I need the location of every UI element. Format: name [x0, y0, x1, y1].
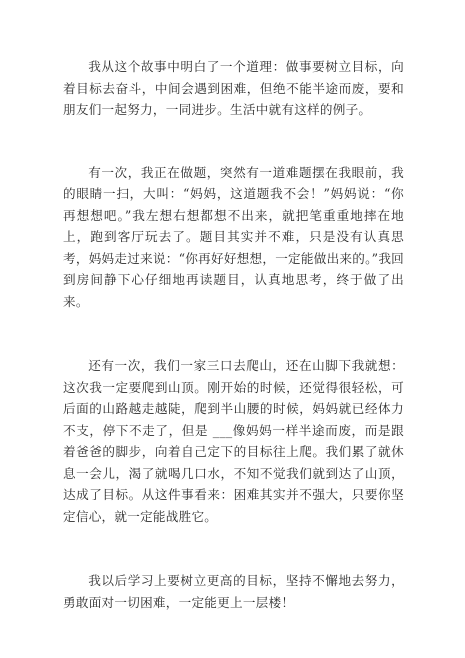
paragraph-3: 还有一次，我们一家三口去爬山，还在山脚下我就想：这次我一定要爬到山顶。刚开始的时候，还觉得很轻松，可后面的山路越走越陡，爬到半山腰的时候，妈妈就已经体力不支，停下不走了，但是 ___像妈妈一样半途而废，而是跟着爸爸的脚步，向着自己定下的目标往上爬。我们累了就休息一会儿，渴了就喝几口水，不知不觉我们就到达了山顶，达成了目标。从这件事看来：困难其实并不强大，只要你坚定信心，就一定能战胜它。 — [63, 358, 404, 524]
document-body — [63, 56, 404, 613]
paragraph-4: 我以后学习上要树立更高的目标，坚持不懈地去努力，勇敢面对一切困难，一定能更上一层楼！ — [63, 573, 404, 610]
paragraph-1: 我从这个故事中明白了一个道理：做事要树立目标，向着目标去奋斗，中间会遇到困难，但绝不能半途而废，要和朋友们一起努力，一同进步。生活中就有这样的例子。 — [63, 59, 404, 117]
paragraph-2: 有一次，我正在做题，突然有一道难题摆在我眼前，我的眼睛一扫，大叫：“妈妈，这道题我不会！”妈妈说：“你再想想吧。”我左想右想都想不出来，就把笔重重地摔在地上，跑到客厅玩去了。题目其实并不难，只是没有认真思考，妈妈走过来说：“你再好好想想，一定能做出来的。”我回到房间静下心仔细地再读题目，认真地思考，终于做了出来。 — [63, 164, 405, 309]
